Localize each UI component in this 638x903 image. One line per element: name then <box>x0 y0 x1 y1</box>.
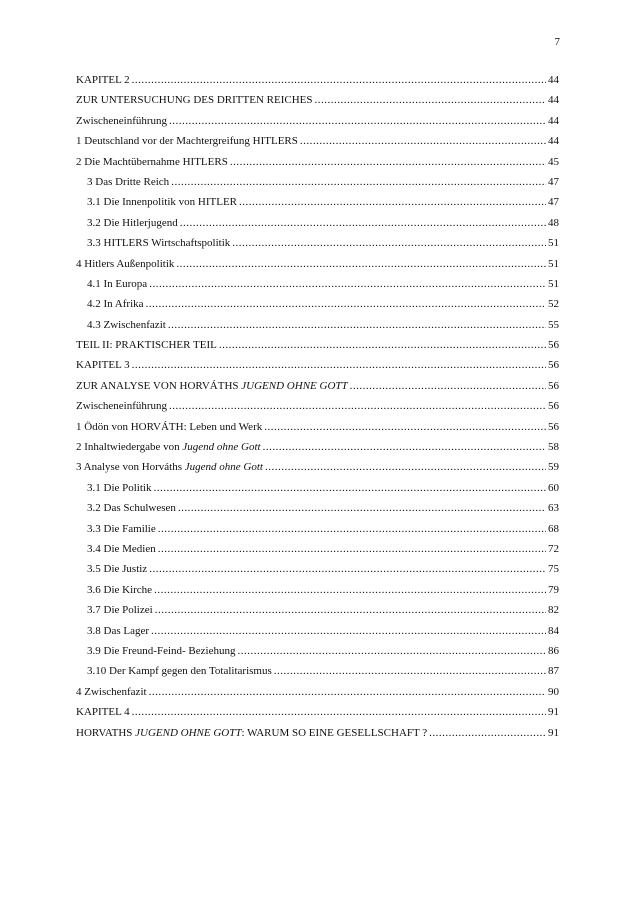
dot-leader <box>429 726 546 740</box>
toc-entry[interactable] <box>76 379 559 399</box>
toc-entry-title <box>87 542 156 556</box>
toc-entry-title-italic: JUGEND OHNE GOTT <box>135 726 242 739</box>
dot-leader <box>176 257 546 271</box>
toc-entry-page: 45 <box>548 155 559 168</box>
toc-entry-title-text: 3.2 Das Schulwesen <box>87 502 176 515</box>
dot-leader <box>168 318 546 332</box>
toc-entry[interactable] <box>76 726 559 746</box>
toc-entry-title-text: 3 Das Dritte Reich <box>87 175 170 188</box>
toc-entry[interactable] <box>76 440 559 460</box>
dot-leader <box>169 114 546 128</box>
dot-leader <box>132 358 546 372</box>
dot-leader <box>274 664 546 678</box>
toc-entry-title <box>76 399 167 413</box>
toc-entry[interactable] <box>76 481 559 501</box>
toc-entry-title <box>87 522 156 536</box>
toc-entry[interactable] <box>76 562 559 582</box>
toc-entry-page: 63 <box>548 502 559 515</box>
dot-leader <box>151 624 546 638</box>
toc-entry-title <box>76 705 130 719</box>
toc-entry[interactable] <box>76 216 559 236</box>
toc-entry-page: 48 <box>548 216 559 229</box>
toc-entry[interactable] <box>76 705 559 725</box>
toc-entry-title-text: 4.3 Zwischenfazit <box>87 318 166 331</box>
dot-leader <box>171 175 546 189</box>
toc-entry-title-text: 3.7 Die Polizei <box>87 604 153 617</box>
toc-entry-title <box>76 460 263 474</box>
toc-entry[interactable] <box>76 542 559 562</box>
toc-entry-page: 55 <box>548 318 559 331</box>
toc-entry-title <box>76 155 228 169</box>
dot-leader <box>219 338 546 352</box>
toc-entry[interactable] <box>76 399 559 419</box>
dot-leader <box>153 481 546 495</box>
toc-entry-page: 90 <box>548 685 559 698</box>
dot-leader <box>350 379 546 393</box>
toc-entry-title-text: HORVATHS <box>76 726 136 739</box>
toc-entry-title <box>87 175 169 189</box>
toc-entry-page: 75 <box>548 563 559 576</box>
toc-entry-title-text: 3.10 Der Kampf gegen den Totalitarismus <box>87 665 272 678</box>
toc-entry-title <box>76 338 217 352</box>
dot-leader <box>178 501 546 515</box>
toc-entry-title-text: KAPITEL 2 <box>76 74 130 86</box>
toc-entry-title-italic: Jugend ohne Gott <box>184 461 263 474</box>
dot-leader <box>264 420 546 434</box>
toc-entry-title <box>87 562 147 576</box>
toc-entry-title <box>87 501 176 515</box>
toc-entry-page: 51 <box>548 277 559 290</box>
toc-entry-title <box>87 644 235 658</box>
toc-entry-title-text: 3 Analyse von Horváths <box>76 461 185 474</box>
toc-entry-page: 47 <box>548 175 559 188</box>
dot-leader <box>180 216 546 230</box>
toc-entry-page: 72 <box>548 542 559 555</box>
toc-entry[interactable] <box>76 93 559 113</box>
dot-leader <box>149 685 546 699</box>
toc-entry-page: 52 <box>548 298 559 311</box>
dot-leader <box>232 236 546 250</box>
toc-entry[interactable] <box>76 460 559 480</box>
dot-leader <box>146 297 546 311</box>
dot-leader <box>169 399 546 413</box>
toc-entry-title-suffix: : WARUM SO EINE GESELLSCHAFT ? <box>241 726 428 739</box>
toc-entry[interactable] <box>76 358 559 378</box>
toc-entry[interactable] <box>76 155 559 175</box>
toc-entry-page: 86 <box>548 644 559 657</box>
toc-entry[interactable] <box>76 236 559 256</box>
toc-entry-title <box>87 664 272 678</box>
toc-entry-title <box>76 93 313 107</box>
toc-entry-title <box>76 73 130 87</box>
toc-entry-title-text: 3.8 Das Lager <box>87 624 150 637</box>
toc-entry[interactable] <box>76 583 559 603</box>
toc-entry-title-text: 3.4 Die Medien <box>87 542 156 555</box>
toc-entry-title-text: 3.1 Die Innenpolitik von HITLER <box>87 196 238 209</box>
toc-entry-title-text: 3.2 Die Hitlerjugend <box>87 216 178 229</box>
toc-entry-page: 51 <box>548 237 559 250</box>
toc-entry-title-text: 4.1 In Europa <box>87 277 148 290</box>
dot-leader <box>300 134 546 148</box>
toc-entry-page: 58 <box>548 441 559 454</box>
toc-entry[interactable] <box>76 114 559 134</box>
toc-entry-page: 91 <box>548 726 559 739</box>
toc-entry[interactable] <box>76 134 559 154</box>
toc-entry-title <box>87 277 147 291</box>
toc-entry[interactable] <box>76 297 559 317</box>
toc-entry-title <box>87 216 178 230</box>
toc-entry-page: 56 <box>548 420 559 433</box>
toc-entry-title-text: 3.5 Die Justiz <box>87 563 148 576</box>
toc-entry-title-text: 3.3 Die Familie <box>87 522 156 535</box>
toc-entry-title-text: 3.3 HITLERS Wirtschaftspolitik <box>87 237 231 250</box>
toc-entry-title-text: ZUR UNTERSUCHUNG DES DRITTEN REICHES <box>76 94 313 107</box>
toc-entry-title <box>87 481 151 495</box>
dot-leader <box>230 155 546 169</box>
dot-leader <box>239 195 546 209</box>
dot-leader <box>263 440 546 454</box>
dot-leader <box>237 644 546 658</box>
toc-entry-title <box>87 318 166 332</box>
table-of-contents <box>76 73 559 746</box>
toc-entry-page: 60 <box>548 481 559 494</box>
dot-leader <box>265 460 546 474</box>
toc-entry[interactable] <box>76 664 559 684</box>
toc-entry-title-text: 1 Ödön von HORVÁTH: Leben und Werk <box>76 420 263 433</box>
dot-leader <box>154 583 546 597</box>
toc-entry[interactable] <box>76 338 559 358</box>
toc-entry-title <box>76 257 174 271</box>
toc-entry-page: 84 <box>548 624 559 637</box>
toc-entry[interactable] <box>76 277 559 297</box>
toc-entry-title-text: 3.1 Die Politik <box>87 481 152 494</box>
toc-entry-page: 59 <box>548 461 559 474</box>
toc-entry-title <box>76 379 348 393</box>
toc-entry[interactable] <box>76 522 559 542</box>
toc-entry-page: 51 <box>548 257 559 270</box>
dot-leader <box>149 277 546 291</box>
toc-entry-title <box>87 624 149 638</box>
toc-entry-title <box>76 420 262 434</box>
toc-entry-page: 56 <box>548 359 559 372</box>
toc-entry-page: 68 <box>548 522 559 535</box>
toc-entry-title-text: 2 Die Machtübernahme HITLERS <box>76 155 228 168</box>
toc-entry-title-text: 4 Hitlers Außenpolitik <box>76 257 175 270</box>
toc-entry-title <box>76 134 298 148</box>
toc-entry-page: 44 <box>548 74 559 86</box>
toc-entry-title-text: Zwischeneinführung <box>76 114 168 127</box>
dot-leader <box>158 542 546 556</box>
toc-entry-title <box>76 685 147 699</box>
toc-entry[interactable] <box>76 420 559 440</box>
toc-entry[interactable] <box>76 318 559 338</box>
toc-entry-page: 44 <box>548 114 559 127</box>
toc-entry-title-text: 3.6 Die Kirche <box>87 583 153 596</box>
toc-entry-page: 79 <box>548 583 559 596</box>
toc-entry-page: 56 <box>548 339 559 352</box>
toc-entry-title <box>76 440 261 454</box>
toc-entry-title <box>76 114 167 128</box>
toc-entry-title <box>87 236 230 250</box>
toc-entry-title <box>87 195 237 209</box>
toc-entry-page: 44 <box>548 94 559 107</box>
toc-entry[interactable] <box>76 603 559 623</box>
toc-entry-page: 82 <box>548 604 559 617</box>
toc-entry-title <box>87 603 153 617</box>
toc-entry-title <box>76 358 130 372</box>
page-number: 7 <box>554 36 560 48</box>
toc-entry[interactable] <box>76 624 559 644</box>
toc-entry-title-text: Zwischeneinführung <box>76 400 168 413</box>
toc-entry-title-text: 4 Zwischenfazit <box>76 685 147 698</box>
toc-entry-title-text: ZUR ANALYSE VON HORVÁTHS <box>76 379 242 392</box>
dot-leader <box>158 522 546 536</box>
toc-entry-title <box>87 297 144 311</box>
toc-entry-page: 47 <box>548 196 559 209</box>
toc-entry-page: 56 <box>548 400 559 413</box>
toc-entry[interactable] <box>76 501 559 521</box>
toc-entry[interactable] <box>76 195 559 215</box>
dot-leader <box>315 93 547 107</box>
dot-leader <box>132 705 546 719</box>
toc-entry-title-text: 3.9 Die Freund-Feind- Beziehung <box>87 644 236 657</box>
dot-leader <box>132 73 546 87</box>
toc-entry-title-text: 1 Deutschland vor der Machtergreifung HITLERS <box>76 135 298 148</box>
toc-entry[interactable] <box>76 685 559 705</box>
toc-entry-title <box>76 726 427 740</box>
toc-entry-title-text: 4.2 In Afrika <box>87 298 144 311</box>
toc-entry[interactable] <box>76 175 559 195</box>
toc-entry-title-text: TEIL II: PRAKTISCHER TEIL <box>76 339 217 352</box>
toc-entry-title-italic: Jugend ohne Gott <box>182 441 261 454</box>
toc-entry-title-text: KAPITEL 4 <box>76 706 130 719</box>
toc-entry-page: 56 <box>548 379 559 392</box>
toc-entry-title-text: 2 Inhaltwiedergabe von <box>76 441 183 454</box>
toc-entry[interactable] <box>76 644 559 664</box>
dot-leader <box>155 603 546 617</box>
toc-entry-title-italic: JUGEND OHNE GOTT <box>241 379 348 392</box>
toc-entry[interactable] <box>76 73 559 93</box>
toc-entry-page: 91 <box>548 706 559 719</box>
toc-entry-page: 87 <box>548 665 559 678</box>
toc-entry-title-text: KAPITEL 3 <box>76 359 130 372</box>
toc-entry-title <box>87 583 152 597</box>
dot-leader <box>149 562 546 576</box>
toc-entry[interactable] <box>76 257 559 277</box>
toc-entry-page: 44 <box>548 135 559 148</box>
